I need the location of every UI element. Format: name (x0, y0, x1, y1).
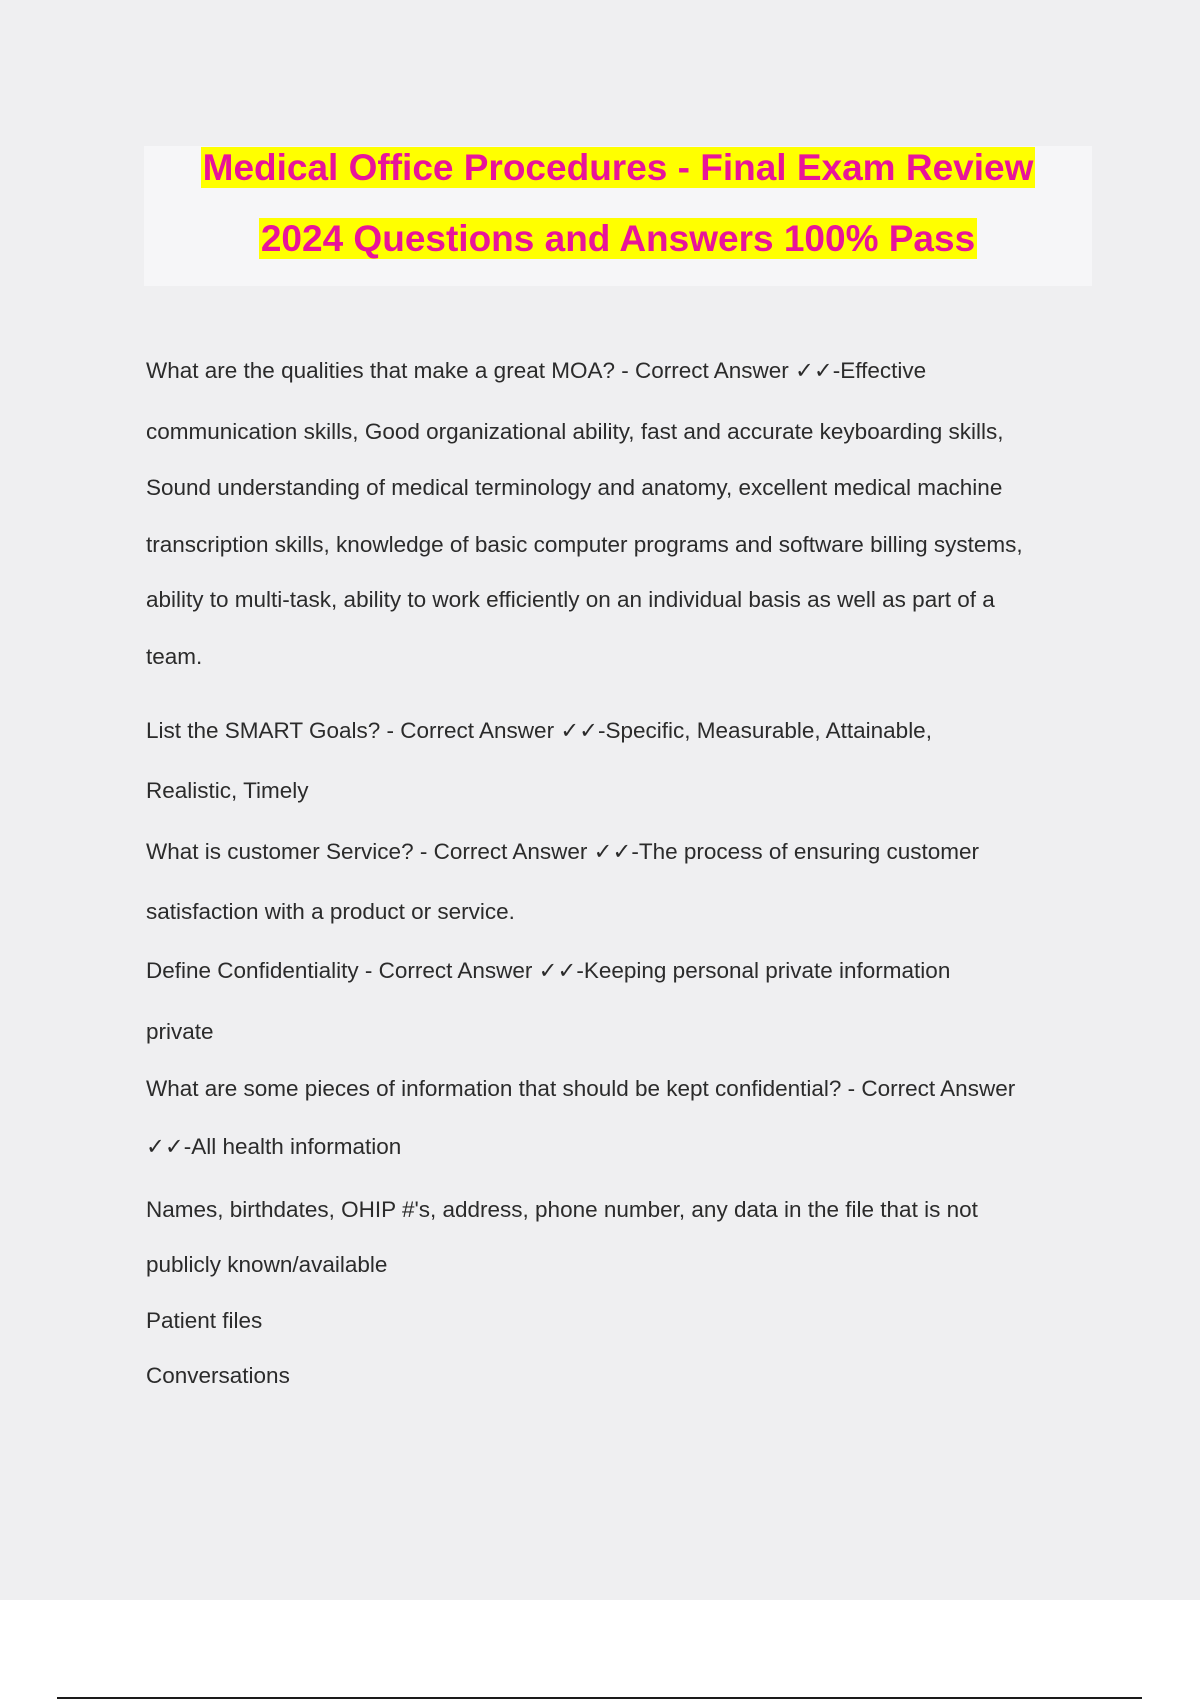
answer-1-line-3: Sound understanding of medical terminology and anatomy, excellent medical machine (146, 475, 1003, 500)
title-line-2 (144, 217, 1092, 261)
question-3-line-1: What is customer Service? - Correct Answer ✓✓-The process of ensuring customer (146, 839, 979, 864)
answer-4-line-2: private (146, 1019, 214, 1044)
title-text-1: Medical Office Procedures - Final Exam Review (202, 147, 1034, 188)
title-line-1 (144, 146, 1092, 190)
answer-2-line-2: Realistic, Timely (146, 778, 309, 803)
answer-1-line-6: team. (146, 644, 203, 669)
answer-1-line-5: ability to multi-task, ability to work efficiently on an individual basis as well as part of a (146, 587, 995, 612)
question-4-line-1: Define Confidentiality - Correct Answer ✓✓-Keeping personal private information (146, 958, 951, 983)
question-2-line-1: List the SMART Goals? - Correct Answer ✓✓-Specific, Measurable, Attainable, (146, 718, 932, 743)
question-1-line-1: What are the qualities that make a great MOA? - Correct Answer ✓✓-Effective (146, 358, 927, 383)
question-5-line-1: What are some pieces of information that should be kept confidential? - Correct Answer (146, 1076, 1016, 1101)
answer-5-line-4: publicly known/available (146, 1252, 388, 1277)
title-text-2: 2024 Questions and Answers 100% Pass (260, 218, 976, 259)
answer-5-line-3: Names, birthdates, OHIP #'s, address, phone number, any data in the file that is not (146, 1197, 978, 1222)
answer-1-line-2: communication skills, Good organizational ability, fast and accurate keyboarding skills, (146, 419, 1004, 444)
answer-5-line-2: ✓✓-All health information (146, 1134, 402, 1159)
answer-5-line-6: Conversations (146, 1363, 290, 1388)
title-block (144, 146, 1092, 286)
answer-1-line-4: transcription skills, knowledge of basic computer programs and software billing systems, (146, 532, 1023, 557)
answer-5-line-5: Patient files (146, 1308, 263, 1333)
answer-3-line-2: satisfaction with a product or service. (146, 899, 515, 924)
page-bottom-rule (57, 1697, 1142, 1699)
